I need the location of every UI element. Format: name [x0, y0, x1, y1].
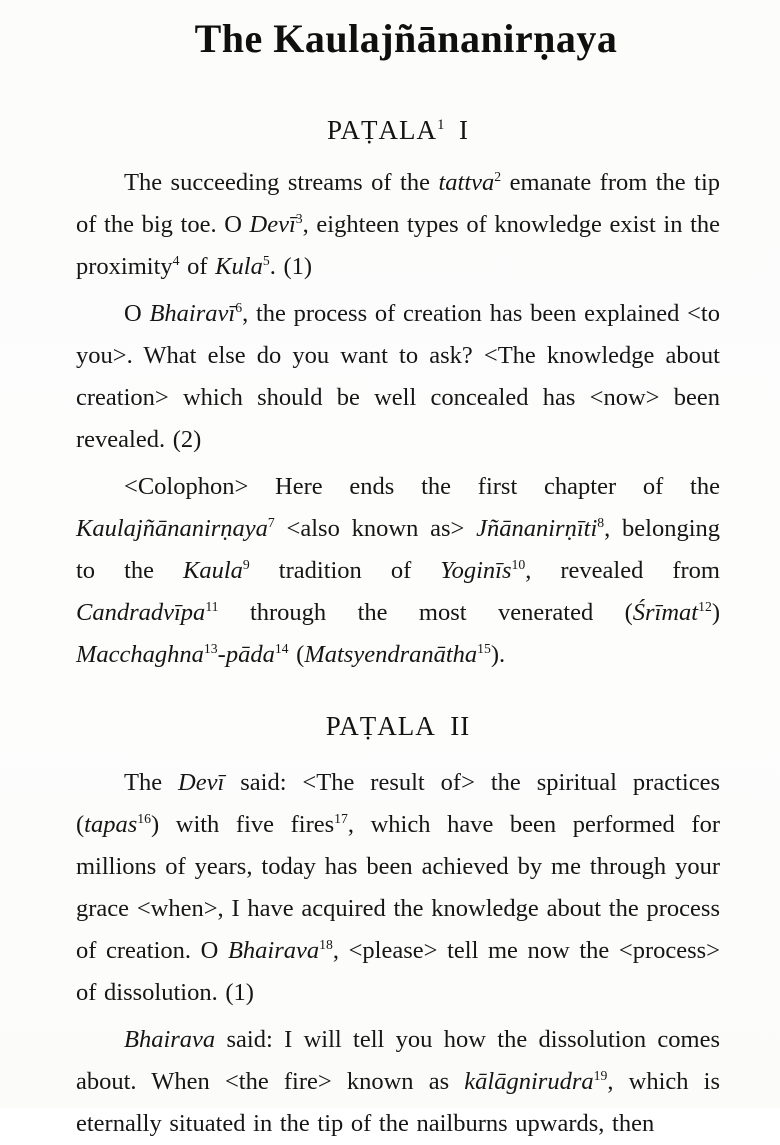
text-run: PAṬALA	[326, 115, 437, 145]
text-run: The	[124, 769, 179, 796]
text-run: I	[444, 115, 470, 145]
footnote-ref: 14	[274, 640, 289, 656]
text-run: O	[124, 300, 150, 327]
footnote-ref: 4	[172, 252, 180, 268]
sanskrit-term: Devī	[249, 211, 296, 238]
footnote-ref: 2	[494, 168, 502, 184]
text-run: , eighteen types of knowledge exist in the proximity	[76, 211, 721, 280]
text-run: ).	[490, 641, 506, 668]
footnote-ref: 18	[319, 936, 333, 952]
sanskrit-term: Macchaghna	[76, 641, 204, 668]
text-run: through the most venerated (	[218, 599, 633, 626]
sanskrit-term: kālāgnirudra	[464, 1068, 594, 1095]
sanskrit-term: Kaulajñānanirṇaya	[76, 515, 268, 542]
footnote-ref: 12	[698, 598, 712, 614]
text-run: <Colophon> Here ends the first chapter of the	[124, 473, 720, 500]
text-run: , which have been performed for millions of years, today has been achieved by me through your grace <when>, I have acquired the knowledge about the process of creation. O	[76, 811, 720, 964]
text-run: . (1)	[269, 253, 313, 280]
sanskrit-term: Candradvīpa	[76, 599, 206, 626]
sanskrit-term: pāda	[225, 641, 275, 668]
sanskrit-term: tapas	[84, 811, 138, 838]
verse-1	[76, 162, 720, 288]
footnote-ref: 9	[242, 556, 250, 572]
sanskrit-term: Bhairava	[227, 937, 320, 964]
text-run: of	[179, 253, 216, 280]
sanskrit-term: Devī	[178, 769, 225, 796]
text-run: , revealed from	[525, 557, 720, 584]
footnote-ref: 6	[235, 299, 243, 315]
text-run: (	[288, 641, 305, 668]
footnote-ref: 7	[267, 514, 275, 530]
footnote-ref: 5	[262, 252, 270, 268]
footnote-ref: 10	[511, 556, 526, 572]
text-run: )	[711, 599, 720, 626]
text-run: , the process of creation has been explained <to you>. What else do you want to ask? <The knowledge about creation> which should be well concealed has <now> been revealed. (2)	[76, 300, 720, 453]
footnote-ref: 1	[436, 117, 445, 133]
patala-2-heading	[76, 710, 720, 742]
text-run: said: I will tell you how the dissolution comes about. When <the fire> known as	[76, 1026, 720, 1095]
footnote-ref: 17	[334, 810, 348, 826]
sanskrit-term: Kaula	[183, 557, 243, 584]
book-title: The Kaulajñānanirṇaya	[194, 16, 618, 61]
text-run: -	[217, 641, 226, 668]
sanskrit-term: Matsyendranātha	[304, 641, 478, 668]
text-run: <also known as>	[274, 515, 477, 542]
sanskrit-term: Jñānanirṇīti	[476, 515, 598, 542]
sanskrit-term: Yoginīs	[440, 557, 512, 584]
text-run: emanate from the tip of the big toe. O	[76, 169, 721, 238]
text-run: , which is eternally situated in the tip of the nailburns upwards, then	[76, 1068, 721, 1137]
footnote-ref: 11	[205, 598, 219, 614]
patala2-verse-2	[76, 1019, 720, 1145]
footnote-ref: 8	[597, 514, 605, 530]
sanskrit-term: Bhairava	[124, 1026, 216, 1053]
sanskrit-term: Bhairavī	[149, 300, 236, 327]
footnote-ref: 15	[477, 640, 491, 656]
footnote-ref: 3	[295, 210, 303, 226]
text-run: tradition of	[249, 557, 441, 584]
text-run: , belonging to the	[76, 515, 721, 584]
patala2-verse-1	[76, 762, 720, 1014]
text-run: II	[435, 711, 471, 741]
footnote-ref: 16	[137, 810, 151, 826]
text-run: PAṬALA	[325, 711, 436, 741]
text-run: ) with five fires	[150, 811, 335, 838]
colophon	[76, 466, 720, 676]
text-run: , <please> tell me now the <process> of dissolution. (1)	[76, 937, 720, 1006]
footnote-ref: 19	[593, 1067, 608, 1083]
footnote-ref: 13	[203, 640, 218, 656]
page-body	[76, 114, 720, 1145]
sanskrit-term: Kula	[215, 253, 263, 280]
sanskrit-term: tattva	[438, 169, 495, 196]
sanskrit-term: Śrīmat	[632, 599, 699, 626]
text-run: The succeeding streams of the	[124, 169, 439, 196]
patala-1-heading	[76, 114, 720, 146]
text-run: said: <The result of> the spiritual practices (	[76, 769, 720, 838]
verse-2	[76, 293, 720, 461]
